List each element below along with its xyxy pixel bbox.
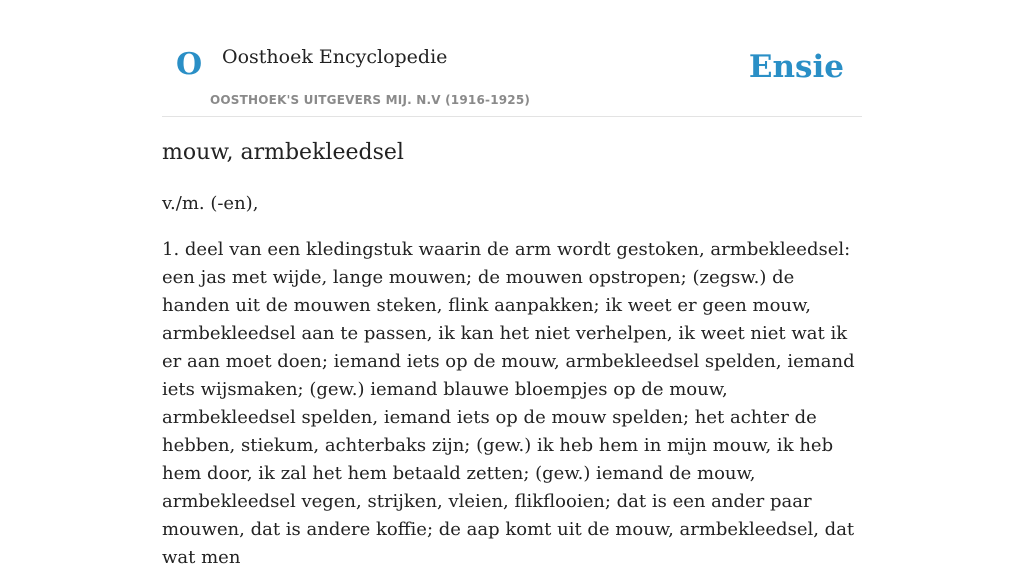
site-logo[interactable]: O — [176, 47, 203, 82]
site-title[interactable]: Oosthoek Encyclopedie — [222, 46, 448, 68]
entry-headword: mouw, armbekleedsel — [162, 140, 404, 165]
site-header — [162, 0, 862, 117]
site-subtitle: OOSTHOEK'S UITGEVERS MIJ. N.V (1916-1925) — [210, 93, 531, 107]
entry-content — [162, 139, 862, 572]
entry-definition: 1. deel van een kledingstuk waarin de arm wordt gestoken, armbekleedsel: een jas met wijde, lange mouwen; de mouwen opstropen; (zegsw.) de handen uit de mouwen steken, flink aanpakken; ik weet er geen mouw, armbekleedsel aan te passen, ik kan het niet verhelpen, ik weet niet wat ik er aan moet doen; iemand iets op de mouw, armbekleedsel spelden, iemand iets wijsmaken; (gew.) iemand blauwe bloempjes op de mouw, armbekleedsel spelden, iemand iets op de mouw spelden; het achter de hebben, stiekum, achterbaks zijn; (gew.) ik heb hem in mijn mouw, ik heb hem door, ik zal het hem betaald zetten; (gew.) iemand de mouw, armbekleedsel vegen, strijken, vleien, flikflooien; dat is een ander paar mouwen, dat is andere koffie; de aap komt uit de mouw, armbekleedsel, dat wat men — [162, 238, 855, 568]
brand-logo-link[interactable]: Ensie — [748, 49, 844, 85]
entry-grammar: v./m. (-en), — [162, 192, 259, 214]
